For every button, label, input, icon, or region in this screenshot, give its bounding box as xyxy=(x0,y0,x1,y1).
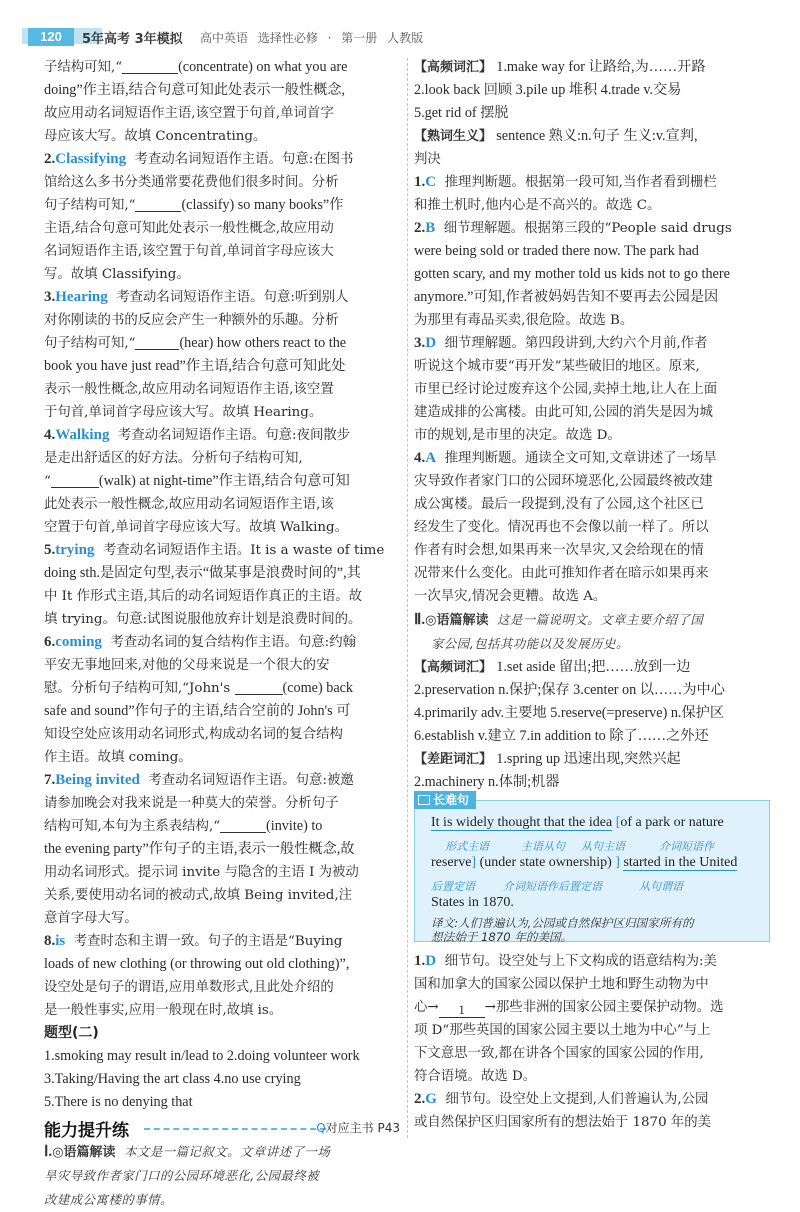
vocab-block-1: 【高频词汇】 1.make way for 让路给,为……开路 2.look back 回顾 3.pile up 堆积 4.trade v.交易 5.get rid of 摆脱 xyxy=(414,59,706,121)
answer-word: Classifying xyxy=(55,151,127,167)
answer-word: Being invited xyxy=(55,772,140,788)
answer-word: Walking xyxy=(55,427,110,443)
long-sentence-box xyxy=(414,793,770,944)
answer-letter: C xyxy=(425,174,437,190)
search-icon: Q xyxy=(316,1121,326,1135)
answer-item-5: 5.trying 考查动名词短语作主语。It is a waste of time doing sth.是固定句型,表示“做某事是浪费时间的”,其 中 It 作形式主语,其后的动名词短语作真正的主语。故 填 trying。句意:试图说服他放弃计划是浪费时间的。 xyxy=(44,542,385,627)
gloss-clause-predicate: 从句谓语 xyxy=(639,880,683,893)
answer-q5: 1.D 细节句。设空处与上下文构成的语意结构为:美 国和加拿大的国家公园以保护土地和野生动物为中 心→ 1 →那些非洲的国家公园主要保护动物。选 项 D“那些英国的国家公园主要以土地为中心”与上 下文意思一致,都在讲各个国家的国家公园的作用, 符合语境。故选 D。 xyxy=(414,953,724,1084)
answer-item-2: 2.Classifying 考查动名词短语作主语。句意:在图书 馆给这么多书分类通常要花费他们很多时间。分析 句子结构可知,“ (classify) so many books”作 主语,结合句意可知此处表示一般性概念,故应用动 名词短语作主语,该空置于句首,单词首字母应该大 写。故填 Classifying。 xyxy=(44,151,354,282)
answer-letter: A xyxy=(425,450,437,466)
gloss-formal-subject: 形式主语 xyxy=(445,840,489,853)
answer-item-8: 8.is 考查时态和主谓一致。句子的主语是“Buying loads of new clothing (or throwing out old clothing)”, 设空处是句子的谓语,应用单数形式,且此处介绍的 是一般性事实,应用一般现在时,故填 is。 xyxy=(44,933,350,1018)
column-divider xyxy=(407,58,408,1138)
book-title: 5年高考 3年模拟 xyxy=(82,32,183,47)
vocab-block-2: 【高频词汇】 1.set aside 留出;把……放到一边 2.preservation n.保护;保存 3.center on 以……为中心 4.primarily adv.主要地 5.reserve(=preserve) n.保护区 6.establish v.建立 7.in addition to 除了……之外还 xyxy=(414,659,725,744)
gloss-post-attributive: 后置定语 xyxy=(431,880,475,893)
book-icon xyxy=(418,795,430,805)
page-number: 120 xyxy=(28,28,74,46)
answer-q1: 1.C 推理判断题。根据第一段可知,当作者看到栅栏 和推土机时,他内心是不高兴的。故选 C。 xyxy=(414,174,717,213)
page-header xyxy=(0,0,800,46)
sentence-line-1: It is widely thought that the idea [of a park or nature xyxy=(431,815,724,830)
answer-letter: G xyxy=(425,1091,437,1107)
reading-summary-2: Ⅱ.◎语篇解读 这是一篇说明文。文章主要介绍了国 家公园,包括其功能以及发展历史。 xyxy=(414,612,704,651)
right-column xyxy=(414,56,770,1134)
gloss-subject-clause: 主语从句 xyxy=(521,840,565,853)
answer-letter: B xyxy=(425,220,436,236)
translation-line-1: 译文:人们普遍认为,公园或自然保护区归国家所有的 xyxy=(431,916,694,930)
sentence-line-3: States in 1870. xyxy=(431,895,514,910)
answer-q2: 2.B 细节理解题。根据第三段的“People said drugs were being sold or traded there now. The park had gotten scary, and my mother told us kids not to go there anymore.”可知,作者被妈妈告知不要再去公园是因 为那里有毒品买卖,很危险。故选 B。 xyxy=(414,220,732,328)
gloss-clause-subject: 从句主语 xyxy=(581,840,625,853)
gloss-prep-post-attributive: 介词短语作后置定语 xyxy=(503,880,602,893)
answer-item-3: 3.Hearing 考查动名词短语作主语。句意:听到别人 对你刚读的书的反应会产生一种额外的乐趣。分析 句子结构可知,“ (hear) how others react to the book you have just read”作主语,结合句意可知此处 表示一般性概念,故应用动名词短语作主语,该空置 于句首,单词首字母应该大写。故填 Hearing。 xyxy=(44,289,349,420)
book-subtitle: 高中英语 选择性必修 · 第一册 人教版 xyxy=(200,31,424,45)
question-type-2: 题型(二) 1.smoking may result in/lead to 2.doing volunteer work 3.Taking/Having the art class 4.no use crying 5.There is no denying that xyxy=(44,1025,360,1110)
continued-explanation: 子结构可知,“ (concentrate) on what you are doing”作主语,结合句意可知此处表示一般性概念, 故应用动名词短语作主语,该空置于句首,单词首字 母应该大写。故填 Concentrating。 xyxy=(44,59,348,144)
answer-word: coming xyxy=(55,634,102,650)
answer-item-4: 4.Walking 考查动名词短语作主语。句意:夜间散步 是走出舒适区的好方法。分析句子结构可知, “ (walk) at night-time”作主语,结合句意可知 此处表示一般性概念,故应用动名词短语作主语,该 空置于句首,单词首字母应该大写。故填 Walking。 xyxy=(44,427,351,535)
answer-letter: D xyxy=(425,335,437,351)
section-dash-line xyxy=(144,1128,326,1130)
sentence-line-2: reserve] (under state ownership) ] started in the United xyxy=(431,855,738,870)
answer-word: Hearing xyxy=(55,289,108,305)
translation-line-2: 想法始于 1870 年的美国。 xyxy=(431,930,573,944)
section-title: 能力提升练 xyxy=(44,1121,129,1141)
answer-item-6: 6.coming 考查动名词的复合结构作主语。句意:约翰 平安无事地回来,对他的父母来说是一个很大的安 慰。分析句子结构可知,“John's (come) back safe and sound”作句子的主语,结合空前的 John's 可 知设空处应该用动名词形式,构成动名词的复合结构 作主语。故填 coming。 xyxy=(44,634,356,765)
long-sentence-label: 长难句 xyxy=(414,791,476,809)
question-type-heading: 题型(二) xyxy=(44,1025,99,1041)
answer-letter: D xyxy=(425,953,437,969)
answer-q3: 3.D 细节理解题。第四段讲到,大约六个月前,作者 听说这个城市要“再开发”某些破旧的地区。原来, 市里已经讨论过废弃这个公园,卖掉土地,让人在上面 建造成排的公寓楼。由此可知,公园的消失是因为城 市的规划,是市里的决定。故选 D。 xyxy=(414,335,718,443)
polysemy-block: 【熟词生义】 sentence 熟义:n.句子 生义:v.宣判, 判决 xyxy=(414,128,698,167)
answer-word: is xyxy=(55,933,66,949)
answer-q6: 2.G 细节句。设空处上文提到,人们普遍认为,公园 或自然保护区归国家所有的想法始于 1870 年的美 xyxy=(414,1091,712,1130)
answer-q4: 4.A 推理判断题。通读全文可知,文章讲述了一场旱 灾导致作者家门口的公园环境恶化,公园最终被改建 成公寓楼。最后一段提到,没有了公园,这个社区已 经发生了变化。情况再也不会像以前一样了。所以 作者有时会想,如果再来一次旱灾,又会给现在的情 况带来什么变化。由此可推知作者在暗示如果再来 一次旱灾,情况会更糟。故选 A。 xyxy=(414,450,717,604)
left-column xyxy=(44,56,400,1212)
answer-word: trying xyxy=(55,542,95,558)
section-heading xyxy=(44,1116,400,1140)
answer-item-7: 7.Being invited 考查动名词短语作主语。句意:被邀 请参加晚会对我来说是一种莫大的荣誉。分析句子 结构可知,本句为主系表结构,“ (invite) to the evening party”作句子的主语,表示一般性概念,故 用动名词形式。提示词 invite 与隐含的主语 I 为被动 关系,要使用动名词的被动式,故填 Being invited,注 意首字母大写。 xyxy=(44,772,359,926)
reference-link: Q对应主书 P43 xyxy=(316,1121,400,1135)
reading-summary-1: Ⅰ.◎语篇解读 本文是一篇记叙文。文章讲述了一场 旱灾导致作者家门口的公园环境恶化,公园最终被 改建成公寓楼的事情。 xyxy=(44,1144,331,1207)
vocab-block-3: 【差距词汇】 1.spring up 迅速出现,突然兴起 2.machinery n.体制;机器 xyxy=(414,751,681,790)
gloss-prep-phrase: 介词短语作 xyxy=(659,840,714,853)
